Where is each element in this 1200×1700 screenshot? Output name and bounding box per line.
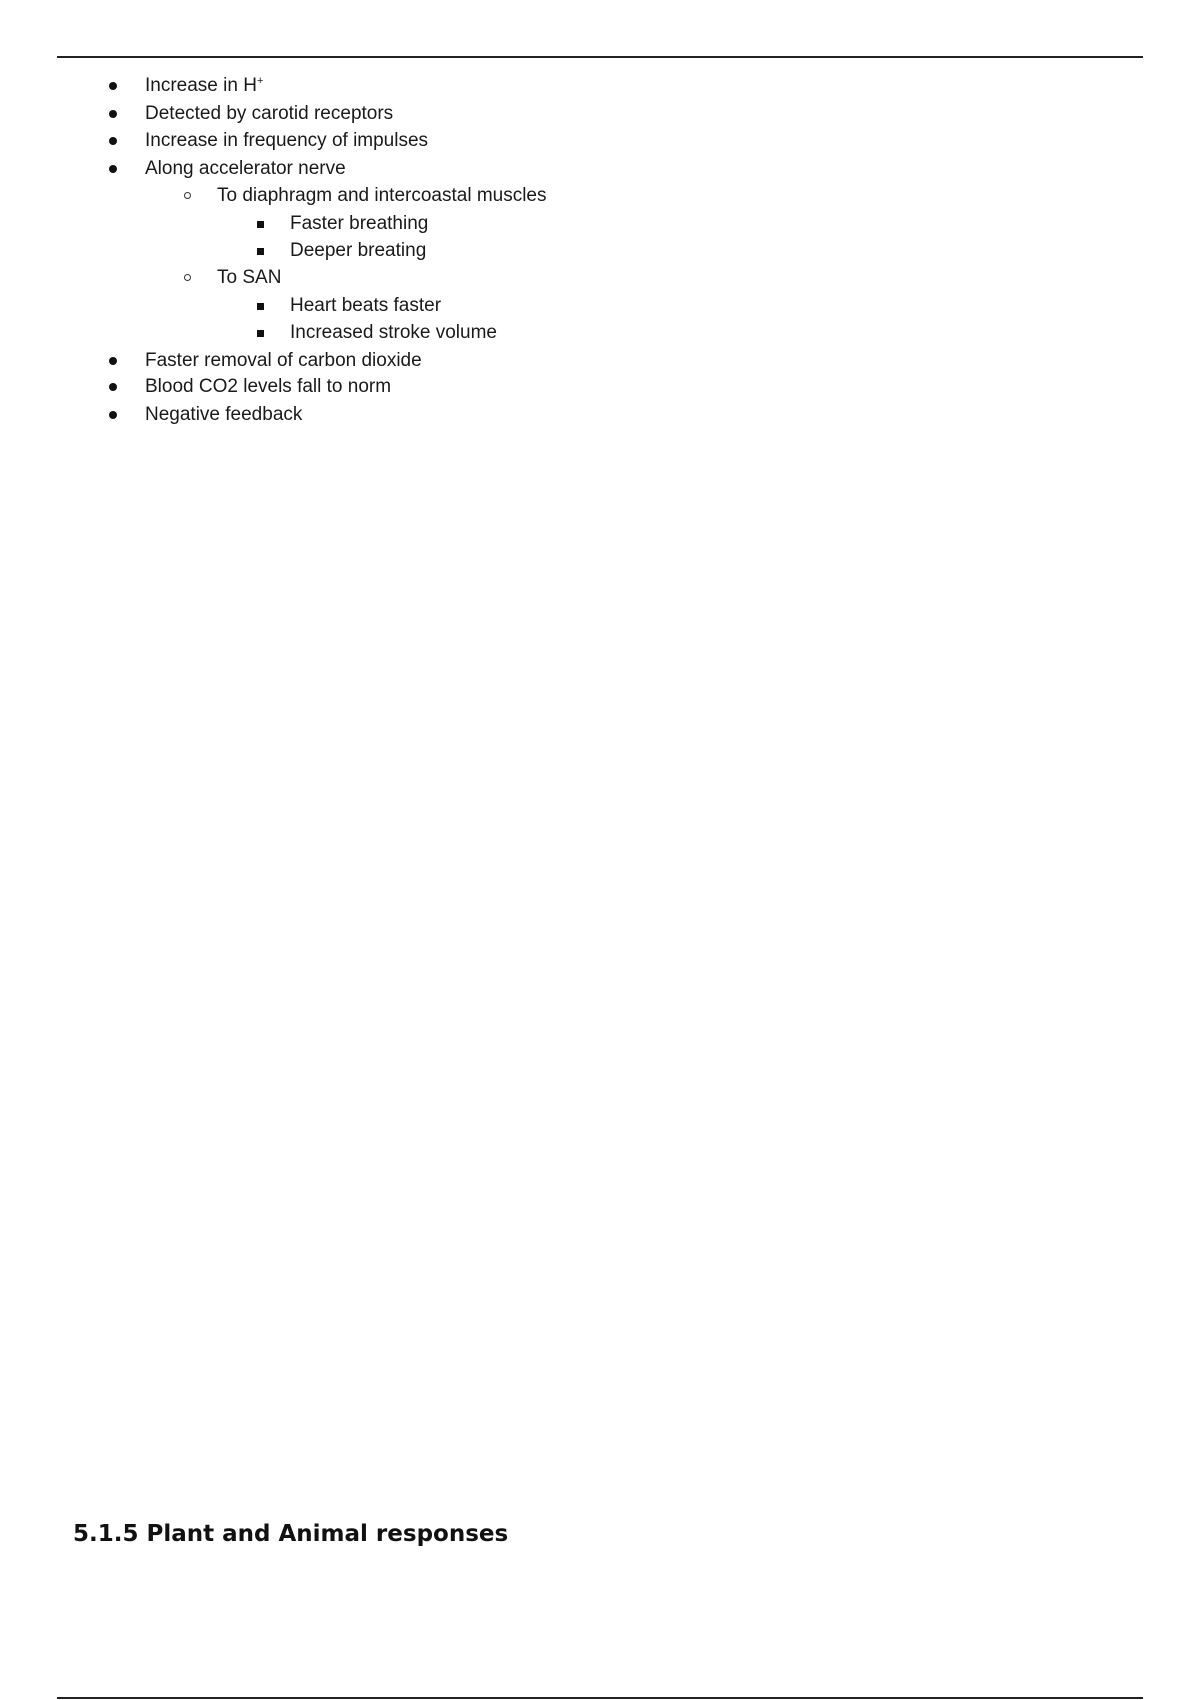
bullet-icon	[109, 383, 117, 391]
bullet-icon	[109, 357, 117, 365]
list-item-text: Increased stroke volume	[290, 322, 497, 343]
section-heading: 5.1.5 Plant and Animal responses	[73, 1521, 509, 1547]
list-item-text: Blood CO2 levels fall to norm	[145, 376, 392, 397]
list-item-text: Negative feedback	[145, 404, 303, 425]
list-item-text: Faster breathing	[290, 213, 429, 234]
list-item-text: Detected by carotid receptors	[145, 103, 394, 124]
list-item-text: To SAN	[217, 267, 282, 288]
bullet-icon	[109, 411, 117, 419]
list-item-text: Increase in H+	[145, 75, 264, 96]
circle-bullet-icon	[184, 192, 191, 199]
footer-rule	[57, 1697, 1143, 1699]
bullet-icon	[109, 165, 117, 173]
bullet-icon	[109, 137, 117, 145]
square-bullet-icon	[257, 248, 264, 255]
list-item-text: To diaphragm and intercoastal muscles	[217, 185, 547, 206]
list-item-text: Increase in frequency of impulses	[145, 130, 429, 151]
square-bullet-icon	[257, 330, 264, 337]
list-item-text: Heart beats faster	[290, 295, 442, 316]
circle-bullet-icon	[184, 274, 191, 281]
header-rule	[57, 56, 1143, 58]
bullet-icon	[109, 110, 117, 118]
list-item-text: Along accelerator nerve	[145, 158, 346, 179]
list-item-text: Faster removal of carbon dioxide	[145, 350, 422, 371]
bullet-icon	[109, 82, 117, 90]
square-bullet-icon	[257, 221, 264, 228]
square-bullet-icon	[257, 303, 264, 310]
list-item-text: Deeper breating	[290, 240, 427, 261]
